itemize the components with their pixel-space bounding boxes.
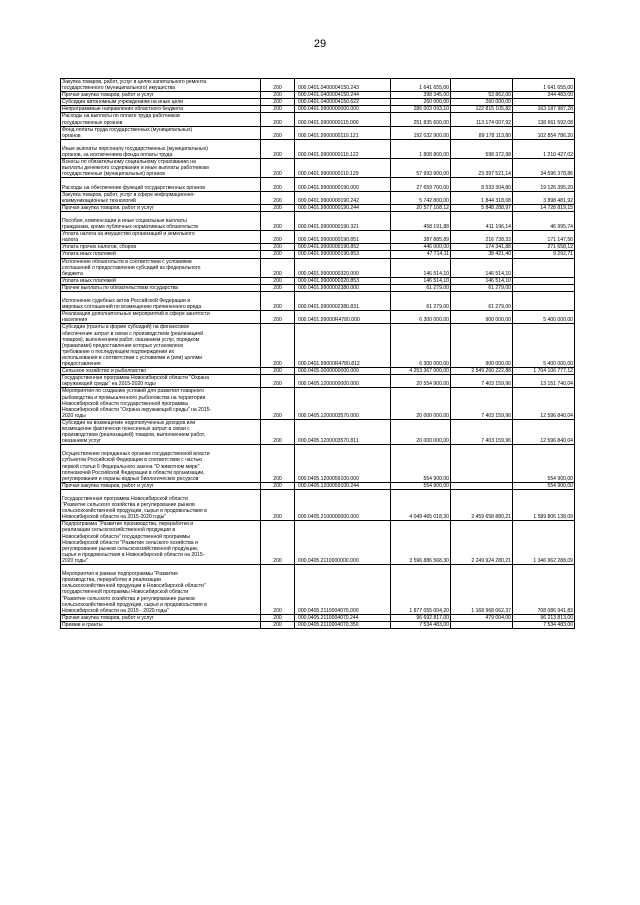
row-kbk-cell: 000.0401.9900002380.831 <box>295 292 391 311</box>
table-row <box>61 159 575 178</box>
row-fact-cell: 479 004,00 <box>451 614 513 621</box>
row-kbk-cell: 000.0405.1200000000.000 <box>295 375 391 388</box>
row-kbk-cell: 000.0401.0400004150.622 <box>295 99 391 106</box>
row-name-cell: Субсидии на возмещение недополученных доходов или возмещение фактически понесенных затрат в связи с производством (реализацией) товаров, выполнением работ, оказанием услуг <box>61 419 261 444</box>
row-kbk-cell: 000.0405.1200003570.811 <box>295 419 391 444</box>
page-number: 29 <box>313 38 327 50</box>
table-row <box>61 565 575 615</box>
row-name-cell: Исполнение судебных актов Российской Федерации и мировых соглашений по возмещению причиненного вреда <box>61 292 261 311</box>
table-row <box>61 92 575 99</box>
row-plan-cell: 96 692 817,00 <box>391 614 451 621</box>
row-code-cell: 200 <box>261 178 295 191</box>
row-fact-cell <box>451 482 513 489</box>
row-fact-cell: 411 196,14 <box>451 211 513 230</box>
row-fact-cell: 53 862,00 <box>451 92 513 99</box>
row-code-cell: 200 <box>261 126 295 139</box>
table-row <box>61 79 575 92</box>
row-code-cell: 200 <box>261 614 295 621</box>
row-plan-cell: 5 742 800,00 <box>391 191 451 204</box>
table-row <box>61 113 575 126</box>
row-kbk-cell: 000.0401.9900000110.129 <box>295 159 391 178</box>
row-rest-cell <box>513 258 575 277</box>
table-row <box>61 126 575 139</box>
table-row <box>61 419 575 444</box>
table-row <box>61 375 575 388</box>
row-plan-cell: 1 877 055 004,20 <box>391 565 451 615</box>
row-kbk-cell: 000.0401.0400004150.244 <box>295 92 391 99</box>
row-kbk-cell: 000.0401.9900000320.000 <box>295 258 391 277</box>
row-rest-cell <box>513 99 575 106</box>
row-code-cell: 200 <box>261 368 295 375</box>
row-name-cell: Прочие выплаты по обязательствам государства <box>61 284 261 291</box>
row-name-cell: Государственная программа Новосибирской области "Охрана окружающей среды" на 2015-2020 годы <box>61 375 261 388</box>
table-row <box>61 368 575 375</box>
row-name-cell: Прочая закупка товаров, работ и услуг <box>61 614 261 621</box>
row-kbk-cell: 000.0405.1200059100.000 <box>295 445 391 483</box>
row-fact-cell: 2 549 260 222,88 <box>451 368 513 375</box>
row-plan-cell: 27 659 700,00 <box>391 178 451 191</box>
table-row <box>61 106 575 113</box>
row-plan-cell: 20 000 000,00 <box>391 419 451 444</box>
row-kbk-cell: 000.0405.2100000000.000 <box>295 489 391 520</box>
row-code-cell: 200 <box>261 388 295 419</box>
row-rest-cell: 13 151 740,04 <box>513 375 575 388</box>
row-code-cell: 200 <box>261 324 295 368</box>
row-fact-cell <box>451 79 513 92</box>
row-name-cell: Непрограммные направления областного бюджета <box>61 106 261 113</box>
table-row <box>61 388 575 419</box>
row-code-cell: 200 <box>261 258 295 277</box>
row-name-cell: Закупка товаров, работ, услуг в сфере информационно- коммуникационных технологий <box>61 191 261 204</box>
row-code-cell: 200 <box>261 375 295 388</box>
row-plan-cell: 554 900,00 <box>391 445 451 483</box>
row-code-cell: 200 <box>261 231 295 244</box>
row-kbk-cell: 000.0401.99000R4780.000 <box>295 311 391 324</box>
row-kbk-cell: 000.0401.9900000190.242 <box>295 191 391 204</box>
row-rest-cell: 34 596 378,86 <box>513 159 575 178</box>
row-name-cell: Прочая закупка товаров, работ и услуг <box>61 92 261 99</box>
row-plan-cell: 20 577 108,12 <box>391 204 451 211</box>
row-plan-cell: 57 993 900,00 <box>391 159 451 178</box>
row-name-cell: Премии и гранты <box>61 621 261 628</box>
row-plan-cell: 61 279,00 <box>391 284 451 291</box>
table-row <box>61 521 575 565</box>
row-name-cell: Реализация дополнительных мероприятий в сфере занятости населения <box>61 311 261 324</box>
row-fact-cell: 146 514,10 <box>451 277 513 284</box>
row-kbk-cell: 000.0401.0400004150.243 <box>295 79 391 92</box>
row-kbk-cell: 000.0401.9900000190.000 <box>295 178 391 191</box>
row-rest-cell: 3 898 481,92 <box>513 191 575 204</box>
row-rest-cell: 9 292,71 <box>513 251 575 258</box>
table-row <box>61 311 575 324</box>
row-name-cell: Осуществление переданных органам государственной власти субъектов Российской Федерации в соответствии с частью первой статьи 6 Федерального закона "О животном мире" полномочий Российской Федерации в области организации, регулирования и охраны водных биологических ресурсов <box>61 445 261 483</box>
row-name-cell: Пособия, компенсации и иные социальные выплаты гражданам, кроме публичных нормативных обязательств <box>61 211 261 230</box>
row-name-cell: Субсидии автономным учреждениям на иные цели <box>61 99 261 106</box>
table-row <box>61 204 575 211</box>
row-kbk-cell: 000.0401.9900002380.000 <box>295 284 391 291</box>
table-row <box>61 614 575 621</box>
row-fact-cell: 1 844 318,08 <box>451 191 513 204</box>
row-plan-cell: 554 900,00 <box>391 482 451 489</box>
row-code-cell: 200 <box>261 204 295 211</box>
table-row <box>61 482 575 489</box>
row-plan-cell: 146 514,10 <box>391 258 451 277</box>
row-kbk-cell: 000.0405.2110004070.350 <box>295 621 391 628</box>
row-code-cell: 200 <box>261 277 295 284</box>
row-kbk-cell: 000.0401.9900000110.121 <box>295 126 391 139</box>
row-rest-cell: 138 661 592,08 <box>513 113 575 126</box>
row-plan-cell: 7 534 483,00 <box>391 621 451 628</box>
row-name-cell: Мероприятия в рамках подпрограммы "Развитие производства, переработки и реализации сельскохозяйственной продукции в Новосибирской области" государственной программы Новосибирской области "Развитие сельского хозяйства и регулирование рынков сельскохозяйственной продукции, сырья и продовольствия в Новосибирской области на 2015 - 2020 годы" <box>61 565 261 615</box>
row-rest-cell: 12 596 840,04 <box>513 388 575 419</box>
row-name-cell: Государственная программа Новосибирской области "Развитие сельского хозяйства и регулирование рынков сельскохозяйственной продукции, сырья и продовольствия в Новосибирской области на 2015-2020 годы" <box>61 489 261 520</box>
row-code-cell: 200 <box>261 482 295 489</box>
row-fact-cell: 1 168 968 062,37 <box>451 565 513 615</box>
row-code-cell: 200 <box>261 419 295 444</box>
table-row <box>61 251 575 258</box>
row-code-cell: 200 <box>261 292 295 311</box>
row-plan-cell: 4 049 465 018,30 <box>391 489 451 520</box>
row-plan-cell: 3 596 886 568,30 <box>391 521 451 565</box>
row-fact-cell: 122 815 105,82 <box>451 106 513 113</box>
row-kbk-cell: 000.0401.9900000110.122 <box>295 139 391 158</box>
row-code-cell: 200 <box>261 113 295 126</box>
row-rest-cell: 344 483,00 <box>513 92 575 99</box>
row-rest-cell <box>513 292 575 311</box>
row-rest-cell: 12 596 840,04 <box>513 419 575 444</box>
row-code-cell: 200 <box>261 92 295 99</box>
row-name-cell: Иные выплаты персоналу государственных (муниципальных) органов, за исключением фонда оплаты труда <box>61 139 261 158</box>
row-fact-cell: 8 533 304,80 <box>451 178 513 191</box>
row-kbk-cell: 000.0401.9900000190.852 <box>295 244 391 251</box>
table-row <box>61 99 575 106</box>
row-fact-cell: 260 000,00 <box>451 99 513 106</box>
row-kbk-cell: 000.0405.1200003570.000 <box>295 388 391 419</box>
row-fact-cell: 89 178 113,80 <box>451 126 513 139</box>
row-kbk-cell: 000.0405.1200059100.244 <box>295 482 391 489</box>
row-plan-cell: 446 000,00 <box>391 244 451 251</box>
row-fact-cell: 61 279,00 <box>451 292 513 311</box>
row-plan-cell: 146 514,10 <box>391 277 451 284</box>
row-name-cell: Взносы по обязательному социальному страхованию на выплаты денежного содержания и иные выплаты работникам государственных (муниципальных) органов <box>61 159 261 178</box>
row-fact-cell: 2 249 924 280,21 <box>451 521 513 565</box>
row-plan-cell: 20 554 900,00 <box>391 375 451 388</box>
row-fact-cell: 23 397 521,14 <box>451 159 513 178</box>
row-code-cell: 200 <box>261 311 295 324</box>
row-code-cell: 200 <box>261 99 295 106</box>
row-plan-cell: 251 835 600,00 <box>391 113 451 126</box>
table-row <box>61 244 575 251</box>
table-row <box>61 211 575 230</box>
row-rest-cell: 1 346 962 288,09 <box>513 521 575 565</box>
row-fact-cell: 7 403 159,96 <box>451 388 513 419</box>
row-rest-cell: 554 900,00 <box>513 482 575 489</box>
row-code-cell: 200 <box>261 445 295 483</box>
row-kbk-cell: 000.0405.2110004070.244 <box>295 614 391 621</box>
row-code-cell: 200 <box>261 139 295 158</box>
row-kbk-cell: 000.0401.9900000320.853 <box>295 277 391 284</box>
row-kbk-cell: 000.0401.9900000190.244 <box>295 204 391 211</box>
row-code-cell: 200 <box>261 284 295 291</box>
row-name-cell: Закупка товаров, работ, услуг в целях капитального ремонта государственного (муниципального) имущества <box>61 79 261 92</box>
row-fact-cell <box>451 621 513 628</box>
row-rest-cell: 19 126 395,20 <box>513 178 575 191</box>
row-rest-cell: 271 658,12 <box>513 244 575 251</box>
row-kbk-cell: 000.0401.9900000000.000 <box>295 106 391 113</box>
table-row <box>61 445 575 483</box>
row-kbk-cell: 000.0405.2110004070.000 <box>295 565 391 615</box>
row-plan-cell: 4 253 367 000,00 <box>391 368 451 375</box>
row-code-cell: 200 <box>261 79 295 92</box>
row-rest-cell: 14 728 819,15 <box>513 204 575 211</box>
row-fact-cell: 7 403 159,96 <box>451 375 513 388</box>
row-plan-cell: 1 808 800,00 <box>391 139 451 158</box>
row-name-cell: Прочая закупка товаров, работ и услуг <box>61 204 261 211</box>
row-code-cell: 200 <box>261 159 295 178</box>
row-kbk-cell: 000.0401.9900000190.853 <box>295 251 391 258</box>
row-name-cell: Исполнение обязательств в соответствии с условиями соглашений о предоставлении субсидий из федерального бюджета <box>61 258 261 277</box>
row-plan-cell: 20 000 000,00 <box>391 388 451 419</box>
row-rest-cell: 5 400 000,00 <box>513 311 575 324</box>
row-code-cell: 200 <box>261 565 295 615</box>
row-fact-cell: 900 000,00 <box>451 311 513 324</box>
table-row <box>61 178 575 191</box>
row-name-cell: Уплата налога на имущество организаций и земельного налога <box>61 231 261 244</box>
row-fact-cell: 38 421,40 <box>451 251 513 258</box>
row-kbk-cell: 000.0405.0000000000.000 <box>295 368 391 375</box>
row-name-cell: Мероприятия по созданию условий для развития товарного рыбоводства и промышленного рыболовства на территории Новосибирской области государственной программы Новосибирской области "Охрана окружающей среды" на 2015- 2020 годы <box>61 388 261 419</box>
row-rest-cell <box>513 277 575 284</box>
row-plan-cell: 192 032 900,00 <box>391 126 451 139</box>
row-code-cell: 200 <box>261 621 295 628</box>
row-rest-cell: 554 900,00 <box>513 445 575 483</box>
row-rest-cell: 1 589 806 138,09 <box>513 489 575 520</box>
row-rest-cell: 708 086 941,83 <box>513 565 575 615</box>
row-code-cell: 200 <box>261 251 295 258</box>
table-row <box>61 324 575 368</box>
row-kbk-cell: 000.0401.9900000190.321 <box>295 211 391 230</box>
row-rest-cell: 1 210 427,02 <box>513 139 575 158</box>
row-plan-cell: 1 641 655,00 <box>391 79 451 92</box>
row-kbk-cell: 000.0405.2110000000.000 <box>295 521 391 565</box>
row-name-cell: Расходы на выплаты по оплате труда работников государственных органов <box>61 113 261 126</box>
row-code-cell: 200 <box>261 244 295 251</box>
table-row <box>61 489 575 520</box>
row-fact-cell: 216 738,33 <box>451 231 513 244</box>
row-rest-cell: 102 854 786,20 <box>513 126 575 139</box>
row-name-cell: Фонд оплаты труда государственных (муниципальных) органов <box>61 126 261 139</box>
row-code-cell: 200 <box>261 489 295 520</box>
row-code-cell: 200 <box>261 191 295 204</box>
row-rest-cell: 163 187 987,28 <box>513 106 575 113</box>
row-rest-cell: 5 400 000,00 <box>513 324 575 368</box>
row-kbk-cell: 000.0401.9900000110.000 <box>295 113 391 126</box>
row-name-cell: Субсидии (гранты в форме субсидий) на финансовое обеспечение затрат в связи с производством (реализацией товаров), выполнением работ, оказанием услуг, порядком (правилами) предоставления которых установлено требование о последующем подтверждении их использования в соответствии с условиями и (или) целями предоставления <box>61 324 261 368</box>
row-kbk-cell: 000.0401.99000R4780.812 <box>295 324 391 368</box>
row-rest-cell <box>513 284 575 291</box>
table-row <box>61 191 575 204</box>
row-name-cell: Уплата иных платежей <box>61 251 261 258</box>
row-code-cell: 200 <box>261 211 295 230</box>
row-plan-cell: 286 003 093,10 <box>391 106 451 113</box>
row-name-cell: Уплата прочих налогов, сборов <box>61 244 261 251</box>
row-plan-cell: 398 345,00 <box>391 92 451 99</box>
row-rest-cell: 171 147,56 <box>513 231 575 244</box>
row-plan-cell: 47 714,11 <box>391 251 451 258</box>
row-plan-cell: 458 191,88 <box>391 211 451 230</box>
row-name-cell: Расходы на обеспечение функций государственных органов <box>61 178 261 191</box>
table-row <box>61 258 575 277</box>
row-fact-cell: 61 279,00 <box>451 284 513 291</box>
row-fact-cell: 7 403 159,96 <box>451 419 513 444</box>
row-fact-cell: 900 000,00 <box>451 324 513 368</box>
row-plan-cell: 260 000,00 <box>391 99 451 106</box>
row-fact-cell <box>451 445 513 483</box>
row-name-cell: Сельское хозяйство и рыболовство <box>61 368 261 375</box>
table-row <box>61 284 575 291</box>
row-plan-cell: 387 885,89 <box>391 231 451 244</box>
row-plan-cell: 6 300 000,00 <box>391 311 451 324</box>
row-rest-cell: 1 641 655,00 <box>513 79 575 92</box>
row-fact-cell: 5 848 288,97 <box>451 204 513 211</box>
table-row <box>61 292 575 311</box>
row-code-cell: 200 <box>261 521 295 565</box>
budget-execution-table <box>60 78 575 629</box>
row-rest-cell: 7 534 483,00 <box>513 621 575 628</box>
table-row <box>61 231 575 244</box>
row-name-cell: Уплата иных платежей <box>61 277 261 284</box>
row-fact-cell: 113 174 007,92 <box>451 113 513 126</box>
row-plan-cell: 61 279,00 <box>391 292 451 311</box>
row-fact-cell: 598 372,98 <box>451 139 513 158</box>
table-row <box>61 621 575 628</box>
row-rest-cell: 1 704 106 777,12 <box>513 368 575 375</box>
row-rest-cell: 46 995,74 <box>513 211 575 230</box>
row-rest-cell: 96 213 813,00 <box>513 614 575 621</box>
row-code-cell: 200 <box>261 106 295 113</box>
row-name-cell: Прочая закупка товаров, работ и услуг <box>61 482 261 489</box>
table-row <box>61 277 575 284</box>
row-plan-cell: 6 300 000,00 <box>391 324 451 368</box>
row-name-cell: Подпрограмма "Развитие производства, переработки и реализации сельскохозяйственной продукции в Новосибирской области" государственной программы Новосибирской области "Развитие сельского хозяйства и регулирование рынков сельскохозяйственной продукции, сырья и продовольствия в Новосибирской области на 2015- 2020 годы" <box>61 521 261 565</box>
row-fact-cell: 2 459 658 880,21 <box>451 489 513 520</box>
row-fact-cell: 174 341,88 <box>451 244 513 251</box>
row-fact-cell: 146 514,10 <box>451 258 513 277</box>
row-kbk-cell: 000.0401.9900000190.851 <box>295 231 391 244</box>
table-row <box>61 139 575 158</box>
